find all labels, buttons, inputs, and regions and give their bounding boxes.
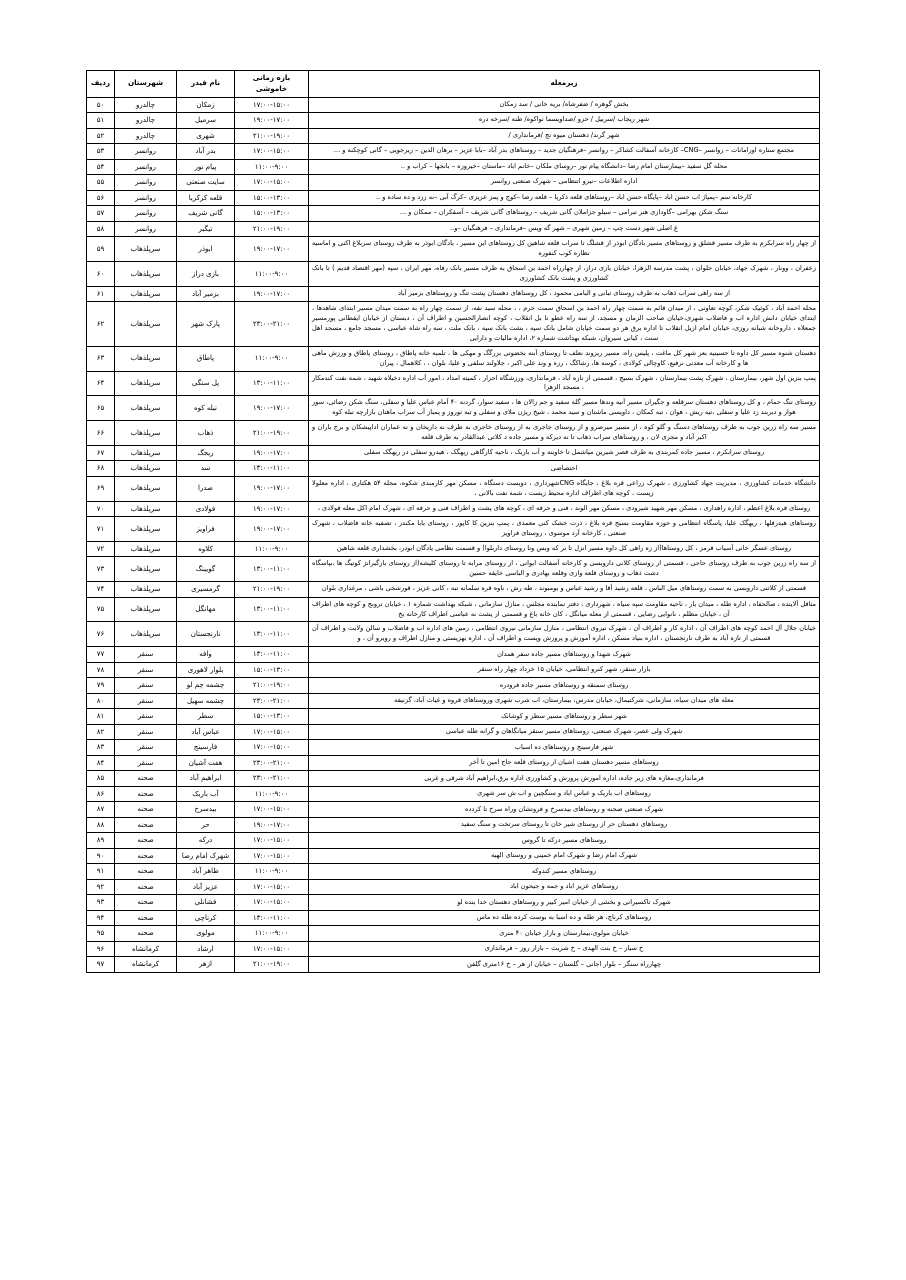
cell-feeder: فشانلی bbox=[177, 895, 235, 911]
cell-area: روستاهای هیدرفلها ، ریهگک علیا، پاسگاه انتظامی و حوزه مقاومت بسیج قره بلاغ ، ذرت خشک کنی معمدی ، پمپ بنزین کا کاپور ، روستای بابا مکندر ، تصفیه خانه فاضلاب ، شهرک صنعتی ، کارخانه آرد موسوی ، روستای فراویز bbox=[309, 517, 820, 542]
cell-time: ۲۱:۰۰-۱۹:۰۰ bbox=[235, 128, 309, 144]
cell-row-number: ۹۵ bbox=[87, 926, 115, 942]
table-body bbox=[87, 97, 820, 972]
cell-city: سرپلذهاب bbox=[115, 302, 177, 347]
cell-city: سرپلذهاب bbox=[115, 476, 177, 501]
cell-time: ۱۷:۰۰-۱۵:۰۰ bbox=[235, 97, 309, 113]
cell-area: فرمانداری،مغازه های زیر جاده، اداره امورش پرورش و کشاورزی اداره برق،ابراهیم آباد شرقی و غربی bbox=[309, 771, 820, 787]
cell-time: ۱۵:۰۰-۱۳:۰۰ bbox=[235, 206, 309, 222]
cell-area: قسمتی از کلاتنی داروبسی به سمت روستاهای میل الباس ، قلعه رشید آقا و رشید عباس و بومبوند ، طه رش ، ناوه قره سلمانه تبه ، کانی عزیز ، قورشجی باشی ، مرغداری بلوان bbox=[309, 582, 820, 598]
cell-area: شهر سطر و روستاهای مسیر سطر و کوشانک bbox=[309, 709, 820, 725]
column-header-city: شهرستان bbox=[115, 71, 177, 98]
cell-area: شهرک امام رضا و شهرک امام خمینی و روستای الهیه bbox=[309, 848, 820, 864]
cell-city: سنقر bbox=[115, 662, 177, 678]
cell-area: شهرک شهدا و روستاهای مسیر جاده سفر همدان bbox=[309, 647, 820, 663]
cell-city: صحنه bbox=[115, 848, 177, 864]
cell-feeder: ابراهیم آباد bbox=[177, 771, 235, 787]
cell-feeder: بازی دراز bbox=[177, 261, 235, 286]
cell-feeder: فولادی bbox=[177, 501, 235, 517]
cell-feeder: پاطاق bbox=[177, 346, 235, 371]
cell-city: سرپلذهاب bbox=[115, 557, 177, 582]
cell-feeder: ظاهر آباد bbox=[177, 864, 235, 880]
cell-time: ۱۹:۰۰-۱۷:۰۰ bbox=[235, 286, 309, 302]
cell-time: ۱۱:۰۰-۹:۰۰ bbox=[235, 159, 309, 175]
cell-city: سرپلذهاب bbox=[115, 237, 177, 262]
cell-feeder: پارک شهر bbox=[177, 302, 235, 347]
table-row bbox=[87, 833, 820, 849]
cell-row-number: ۸۱ bbox=[87, 709, 115, 725]
cell-time: ۱۱:۰۰-۹:۰۰ bbox=[235, 261, 309, 286]
cell-time: ۲۳:۰۰-۲۱:۰۰ bbox=[235, 755, 309, 771]
cell-city: صحنه bbox=[115, 879, 177, 895]
cell-feeder: گرمسیری bbox=[177, 582, 235, 598]
cell-row-number: ۸۶ bbox=[87, 786, 115, 802]
cell-row-number: ۹۴ bbox=[87, 910, 115, 926]
cell-city: سرپلذهاب bbox=[115, 421, 177, 446]
cell-city: سرپلذهاب bbox=[115, 541, 177, 557]
column-header-area: زیرمعله bbox=[309, 71, 820, 98]
cell-time: ۱۱:۰۰-۹:۰۰ bbox=[235, 864, 309, 880]
cell-time: ۱۳:۰۰-۱۱:۰۰ bbox=[235, 371, 309, 396]
cell-time: ۲۱:۰۰-۱۹:۰۰ bbox=[235, 221, 309, 237]
cell-area: خیابان جلال آل احمد کوچه های اطراف آن ، اداره کار و اطراف آن ، شهرک نیروی انتظامی ، منازل سازمانی نیروی انتظامی ، زمین های اداره اب و فاضلاب و سالن ولایت و اطراف آن قسمتی از تازه آباد به طرف نارنجستان ، اداره بنیاد مسکن ، اداره آموزش و پرورش وپست و اطراف آن ، اداره بهزیستی و منازل اطراف و روبرو آن ، و bbox=[309, 622, 820, 647]
table-row bbox=[87, 771, 820, 787]
cell-feeder: کلاوه bbox=[177, 541, 235, 557]
cell-area: شهر ریجاب /سربیل / حزو /صداویسما نواکوه/ طنه /سرخه دره bbox=[309, 113, 820, 129]
cell-row-number: ۷۱ bbox=[87, 517, 115, 542]
cell-feeder: فراویز bbox=[177, 517, 235, 542]
cell-area: معله های میدان سیاه، سازمانی، شرکتیمال، خیابان مدرس، بیمارستان، اب شرب شهری وروستاهای قروه و غیاث آباد، گزنیفه bbox=[309, 693, 820, 709]
cell-feeder: مولوی bbox=[177, 926, 235, 942]
cell-row-number: ۶۵ bbox=[87, 396, 115, 421]
cell-row-number: ۷۳ bbox=[87, 557, 115, 582]
table-row bbox=[87, 622, 820, 647]
cell-area: روستاهای اب باریک و عباس اباد و سنگچین و اب ش سر شهری bbox=[309, 786, 820, 802]
cell-time: ۲۳:۰۰-۲۱:۰۰ bbox=[235, 302, 309, 347]
cell-time: ۲۳:۰۰-۲۱:۰۰ bbox=[235, 693, 309, 709]
cell-feeder: بلوار لاهوری bbox=[177, 662, 235, 678]
cell-feeder: سرمیل bbox=[177, 113, 235, 129]
cell-feeder: درکه bbox=[177, 833, 235, 849]
cell-feeder: آب باریک bbox=[177, 786, 235, 802]
cell-row-number: ۷۷ bbox=[87, 647, 115, 663]
cell-time: ۱۷:۰۰-۱۵:۰۰ bbox=[235, 740, 309, 756]
table-row bbox=[87, 817, 820, 833]
cell-feeder: ذهاب bbox=[177, 421, 235, 446]
table-row bbox=[87, 144, 820, 160]
cell-area: روستاهای کرناچ، هر طله و ده اسبا به بوست کرده طله ده ماس bbox=[309, 910, 820, 926]
cell-time: ۱۵:۰۰-۱۳:۰۰ bbox=[235, 709, 309, 725]
cell-feeder: صدرا bbox=[177, 476, 235, 501]
cell-area: بخش گوهره / ضفرشاه/ بریه خانی / سد زمکان bbox=[309, 97, 820, 113]
cell-feeder: شهرک امام رضا bbox=[177, 848, 235, 864]
cell-time: ۱۵:۰۰-۱۳:۰۰ bbox=[235, 190, 309, 206]
cell-area: مسیر سه راه زرین جوب به طرف روستاهای دسنگ و گلو کوه ، از مسیر میرصرو و از روستای جاجری به از روستای خاجری به طرف نه داریخان و نه عماران اداپیشکان و برج باران و اکبر آباد و مجری لان ، و روستاهای سراب ذهاب تا نه دیرکه و مسیر جاده د کلاتی عبدالقادر به طرف قلعه bbox=[309, 421, 820, 446]
table-row bbox=[87, 261, 820, 286]
cell-time: ۱۹:۰۰-۱۷:۰۰ bbox=[235, 445, 309, 461]
cell-city: صحنه bbox=[115, 833, 177, 849]
cell-row-number: ۸۵ bbox=[87, 771, 115, 787]
cell-time: ۱۱:۰۰-۹:۰۰ bbox=[235, 346, 309, 371]
table-row bbox=[87, 941, 820, 957]
cell-city: سرپلذهاب bbox=[115, 501, 177, 517]
cell-row-number: ۹۷ bbox=[87, 957, 115, 973]
cell-feeder: مهانگل bbox=[177, 597, 235, 622]
table-row bbox=[87, 501, 820, 517]
cell-area: مثاقل آلاینده ، صالحفاه ، اداره طله ، میدان بار ، ناحیه مقاومت سپه سیاه ، شهرداری ، دفتر نماینده مجلس ، منازل سازمانی ، شبکه بهداشت شماره ۱ ، خیابان تروبج و کوچه های اطراف آن ، خیابان مظلم ، نانوایی رضایی ، قسمتی از معله میانگل ، کان خانه باغ و قسمتی از پشت نه عباسی اطراف کارخانه بخ bbox=[309, 597, 820, 622]
cell-row-number: ۶۱ bbox=[87, 286, 115, 302]
cell-city: سنقر bbox=[115, 693, 177, 709]
cell-city: سرپلذهاب bbox=[115, 371, 177, 396]
cell-time: ۲۱:۰۰-۱۹:۰۰ bbox=[235, 678, 309, 694]
cell-city: سنقر bbox=[115, 740, 177, 756]
cell-city: سنقر bbox=[115, 647, 177, 663]
cell-feeder: بزمیر آباد bbox=[177, 286, 235, 302]
cell-time: ۱۷:۰۰-۱۵:۰۰ bbox=[235, 724, 309, 740]
cell-feeder: نارنجستان bbox=[177, 622, 235, 647]
column-header-row: ردیف bbox=[87, 71, 115, 98]
cell-row-number: ۷۵ bbox=[87, 597, 115, 622]
table-row bbox=[87, 755, 820, 771]
cell-time: ۱۹:۰۰-۱۷:۰۰ bbox=[235, 113, 309, 129]
cell-area: روستاهای مسیر کندوکه bbox=[309, 864, 820, 880]
cell-time: ۲۱:۰۰-۱۹:۰۰ bbox=[235, 957, 309, 973]
cell-time: ۱۱:۰۰-۹:۰۰ bbox=[235, 541, 309, 557]
cell-area: سنگ شکن بهرامی –گاودازی هنر تبرامی – سیلو جزاملان گانی شریف – روستاهای گانی شریف – آسفکران – ممکان و ... bbox=[309, 206, 820, 222]
cell-city: سرپلذهاب bbox=[115, 346, 177, 371]
cell-time: ۱۹:۰۰-۱۷:۰۰ bbox=[235, 517, 309, 542]
table-row bbox=[87, 237, 820, 262]
cell-row-number: ۵۴ bbox=[87, 159, 115, 175]
cell-feeder: تیله کوه bbox=[177, 396, 235, 421]
table-row bbox=[87, 175, 820, 191]
cell-area: مجتمع ستاره اورامانات – روانسر –CNG– کارخانه آسفالت کشاکر – روانسر –فرهنگیان جدید – روستاهای بدر آباد –بابا عزیز – برهان الدین – زیرجویی – گانی کوچکنه و ... bbox=[309, 144, 820, 160]
cell-feeder: سایت صنعتی bbox=[177, 175, 235, 191]
cell-city: سنقر bbox=[115, 678, 177, 694]
table-row bbox=[87, 159, 820, 175]
cell-city: سنقر bbox=[115, 709, 177, 725]
cell-area: روستای سرابکرم ، مسیر جاده کمربندی به طرف قصر شیرین میاشمل تا خاوینه و آب باریک ، ناحیه کارگاهی ریهگک ، هیدرو سفلی در ریهگک سفلی bbox=[309, 445, 820, 461]
table-row bbox=[87, 302, 820, 347]
table-row bbox=[87, 709, 820, 725]
cell-city: سنقر bbox=[115, 724, 177, 740]
cell-time: ۱۱:۰۰-۹:۰۰ bbox=[235, 786, 309, 802]
cell-city: صحنه bbox=[115, 910, 177, 926]
cell-area: شهرک صنعتی صحنه و روستاهای بیدسرخ و فروتشان وراه سرخ تا کردده bbox=[309, 802, 820, 818]
table-row bbox=[87, 864, 820, 880]
table-row bbox=[87, 421, 820, 446]
column-header-time: بازه زمانی خاموشی bbox=[235, 71, 309, 98]
table-row bbox=[87, 445, 820, 461]
cell-feeder: گانی شریف bbox=[177, 206, 235, 222]
cell-time: ۱۷:۰۰-۱۵:۰۰ bbox=[235, 895, 309, 911]
cell-city: صحنه bbox=[115, 802, 177, 818]
table-row bbox=[87, 802, 820, 818]
cell-feeder: کرناچی bbox=[177, 910, 235, 926]
cell-area: دانشگاه خدمات کشاورزی ، مدیریت جهاد کشاورزی ، شهرک زراعی قره بلاغ ، جایگاه CNGشهرداری ، دویست دستگاه ، مسکن مهر کارمندی شکوه، محله ۵۴ هکتاری ، اداره معلولا زیست ، کوچه های اطراف اداره محیط زیست ، شمه نفت بالانی ، bbox=[309, 476, 820, 501]
cell-time: ۲۳:۰۰-۲۱:۰۰ bbox=[235, 771, 309, 787]
cell-row-number: ۸۴ bbox=[87, 755, 115, 771]
table-row bbox=[87, 926, 820, 942]
cell-area: شهرک تاکسیرانی و بخشی از خیابان امیر کبیر و روستاهای دهستان خدا بنده لو bbox=[309, 895, 820, 911]
cell-area: شهر فارسینج و روستاهای ده اسباب bbox=[309, 740, 820, 756]
cell-row-number: ۶۲ bbox=[87, 302, 115, 347]
cell-row-number: ۹۲ bbox=[87, 879, 115, 895]
cell-city: روانسر bbox=[115, 190, 177, 206]
table-row bbox=[87, 286, 820, 302]
cell-feeder: وافه bbox=[177, 647, 235, 663]
table-row bbox=[87, 113, 820, 129]
cell-area: روستای عسگر خانی آسیاب قرمز ، کل روستاها(از زه راهی کل داوه مسیر انزل تا نر که وبس ونا روستای داربلوا) و قسمت نظامی یادگان ابودر، بخشداری قلعه شاهین bbox=[309, 541, 820, 557]
cell-row-number: ۶۸ bbox=[87, 461, 115, 477]
cell-row-number: ۸۳ bbox=[87, 740, 115, 756]
cell-city: کرمانشاه bbox=[115, 941, 177, 957]
cell-feeder: قلعه کرکریا bbox=[177, 190, 235, 206]
cell-time: ۱۹:۰۰-۱۷:۰۰ bbox=[235, 476, 309, 501]
table-row bbox=[87, 879, 820, 895]
cell-area: روستاهای مسیر دهستان هفت اشیان از روستای قلعه حاج امین تا آخر bbox=[309, 755, 820, 771]
cell-row-number: ۵۸ bbox=[87, 221, 115, 237]
cell-area: زعفران ، وونار ، شهرک جهاد، خیابان حلوان ، پشت مدرسه الزهرا، خیابان بازی دراز، از چهارراه احمد بن اسحاق به طرف مسیر بانک رفاه، مهر ایران ، سپه (مهر اقتصاد قدیم ) تا بانک کشاورزی و پشت بانک کشاورزی bbox=[309, 261, 820, 286]
cell-row-number: ۵۷ bbox=[87, 206, 115, 222]
cell-time: ۱۵:۰۰-۱۳:۰۰ bbox=[235, 662, 309, 678]
cell-feeder: تیگبر bbox=[177, 221, 235, 237]
cell-time: ۱۹:۰۰-۱۷:۰۰ bbox=[235, 817, 309, 833]
cell-feeder: پل سنگی bbox=[177, 371, 235, 396]
table-row bbox=[87, 128, 820, 144]
cell-area: روستای سمنقه و روستاهای مسیر جاده فرودره bbox=[309, 678, 820, 694]
cell-feeder: پیام نور bbox=[177, 159, 235, 175]
cell-row-number: ۵۳ bbox=[87, 144, 115, 160]
cell-row-number: ۶۳ bbox=[87, 346, 115, 371]
cell-time: ۲۱:۰۰-۱۹:۰۰ bbox=[235, 582, 309, 598]
table-header bbox=[87, 71, 820, 98]
cell-time: ۱۷:۰۰-۱۵:۰۰ bbox=[235, 144, 309, 160]
cell-area: خ سیاز – خ بنت الهدی – خ شریت – بازار روز – فرماندازی bbox=[309, 941, 820, 957]
cell-area: شهرک ولی عصر، شهرک صنعتی، روستاهای مسیر سنقر میانگاهان و گرانه طله عباسی bbox=[309, 724, 820, 740]
cell-area: از سه راهی سراب ذهاب به طرف روستای تبانی و البامی محمود ، کل روستاهای دهستان پشت تنگ و روستاهای بزمیر آباد bbox=[309, 286, 820, 302]
table-row bbox=[87, 541, 820, 557]
cell-feeder: عزیز آباد bbox=[177, 879, 235, 895]
cell-row-number: ۶۶ bbox=[87, 421, 115, 446]
cell-time: ۱۹:۰۰-۱۷:۰۰ bbox=[235, 237, 309, 262]
cell-time: ۱۷:۰۰-۱۵:۰۰ bbox=[235, 941, 309, 957]
table-row bbox=[87, 97, 820, 113]
cell-row-number: ۶۴ bbox=[87, 371, 115, 396]
cell-area: روستاهای عزیز اباد و جمه و جیحون اباد bbox=[309, 879, 820, 895]
cell-city: سرپلذهاب bbox=[115, 582, 177, 598]
cell-row-number: ۸۹ bbox=[87, 833, 115, 849]
cell-city: صحنه bbox=[115, 771, 177, 787]
cell-time: ۱۷:۰۰-۱۵:۰۰ bbox=[235, 833, 309, 849]
cell-feeder: چشمه سهیل bbox=[177, 693, 235, 709]
cell-area: محله احمد آباد ، کوثیک شکر، کوچه تعاونی ، از میدان قائم به سمت چهار راه احمد بن اسحاق سمت حرم ، ، محله سید نفه، از سمت چهار راه به سمت میدان مسیر ابتدای شاهدها ، ابتدای خیابان دانش اداره اب و فاضلاب شهری،خیابان صاحب الزمان و مسجد، از سه راه عطو تا بل انقلاب ، کوچه انصارالحسین و اطراف آن ، دبستان از خیابان ایقطانی پورمسیر جمعلاه ، داروخانه شبانه روزی، خیابان امام ازیل انقلاب تا اداره برق هر دو سمت خیابان شامل بانک سپه ، بشت بانک سپه ، بانک ملت ، سه راه شاه عباسی ، مسجد جامع ، مسجد اهل سنت ، کیانی سیروان، شبکه بهداشت شماره ۲، اداره مالیات و دارایی bbox=[309, 302, 820, 347]
table-row bbox=[87, 724, 820, 740]
cell-area: غ اصلی شهر دست چپ – زمین شهری – شهر گه ویس –فرمانداری – فرهنگیان –و.. bbox=[309, 221, 820, 237]
cell-row-number: ۸۰ bbox=[87, 693, 115, 709]
cell-time: ۱۳:۰۰-۱۱:۰۰ bbox=[235, 597, 309, 622]
table-row bbox=[87, 597, 820, 622]
cell-time: ۱۷:۰۰-۱۵:۰۰ bbox=[235, 802, 309, 818]
cell-area: دهستان شنوه مسیر کل داوه تا حسینیه بعر شهر کل ماغت ، پلیس راه، مسیر ریزوند نعلف تا روستای آبنه بخضوتی بزرگگ و مهکی ها ، تلمبه خانه پاطاق ، روستای پاطاق و ورزش ماهی ها و کارخانه آب معدنی نرفیع، کاوچالی کولادی ، کوسه ها، رشاکگ ، رزه و وند علی اکبر ، جلاولند سلفی و علیا، بلوان ، ، کلاهمال ، پیران bbox=[309, 346, 820, 371]
cell-city: سرپلذهاب bbox=[115, 461, 177, 477]
cell-row-number: ۹۰ bbox=[87, 848, 115, 864]
cell-feeder: سطر bbox=[177, 709, 235, 725]
cell-city: چالدرو bbox=[115, 97, 177, 113]
cell-feeder: سد bbox=[177, 461, 235, 477]
cell-row-number: ۷۸ bbox=[87, 662, 115, 678]
cell-area: روستای تنگ حمام ، و کل روستاهای دهستان سرقلعه و جگیران مسیر آنیه وندها مسیر گله سفید و جم زالان ها ، سفید سوار، گردنه ۴۰ آمام عباس علیا و سفلی، سنگ شکن رضائی، سور هوار و دیربند زد علیا و سفلی ،تیه ریش ، هوان ، تبه کمکان ، داویسی ماشتان و سید محمد ، شیخ ریژن ملای و سفلی و تبه نوروز و پمباز آب سراب ماهتان بازارچه تبله کوه bbox=[309, 396, 820, 421]
table-row bbox=[87, 190, 820, 206]
cell-row-number: ۷۶ bbox=[87, 622, 115, 647]
outage-schedule-table bbox=[86, 70, 820, 973]
table-row bbox=[87, 557, 820, 582]
cell-feeder: عباس آباد bbox=[177, 724, 235, 740]
cell-city: روانسر bbox=[115, 159, 177, 175]
cell-area: بازار سنقر، شهر کنرو انتظامی، خیابان ۱۵ خرداد چهار راه سنقر bbox=[309, 662, 820, 678]
table-row bbox=[87, 396, 820, 421]
cell-row-number: ۸۲ bbox=[87, 724, 115, 740]
table-row bbox=[87, 848, 820, 864]
table-row bbox=[87, 786, 820, 802]
cell-area: شهر گرند/ دهستان میوه نج /فرمانداری / bbox=[309, 128, 820, 144]
cell-city: سرپلذهاب bbox=[115, 396, 177, 421]
cell-row-number: ۹۶ bbox=[87, 941, 115, 957]
cell-area: محله گل سفید –بیمارستان امام رضا –دانشگاه پیام نور –روسای ملکان –خانم اباد –ماستان –خیروزه – بانجها – کراب و .. bbox=[309, 159, 820, 175]
cell-city: صحنه bbox=[115, 864, 177, 880]
table-row bbox=[87, 662, 820, 678]
table-row bbox=[87, 740, 820, 756]
cell-area: خیابان مولوی،بیمارستان و بازار خیابان ۴۰ متری bbox=[309, 926, 820, 942]
cell-area: کارخانه سم –پمپاژ اب حسن اباد –پایگاه حسن اباد –روستاهای قلعه ذکریا – قلعه رضا –کوچ و پمز عزیزی –کرگ آبی –نه زرد و ده ساده و .. bbox=[309, 190, 820, 206]
cell-row-number: ۶۷ bbox=[87, 445, 115, 461]
cell-city: کرمانشاه bbox=[115, 957, 177, 973]
cell-city: چالدرو bbox=[115, 113, 177, 129]
table-header-row bbox=[87, 71, 820, 98]
cell-feeder: زمکان bbox=[177, 97, 235, 113]
cell-city: صحنه bbox=[115, 895, 177, 911]
cell-row-number: ۷۰ bbox=[87, 501, 115, 517]
cell-city: روانسر bbox=[115, 144, 177, 160]
cell-time: ۱۳:۰۰-۱۱:۰۰ bbox=[235, 461, 309, 477]
cell-feeder: فارسینج bbox=[177, 740, 235, 756]
cell-row-number: ۶۰ bbox=[87, 261, 115, 286]
cell-time: ۱۷:۰۰-۱۵:۰۰ bbox=[235, 848, 309, 864]
cell-feeder: ریجگ bbox=[177, 445, 235, 461]
cell-area: اداره اطلاعات –نیرو انتظامی – شهرک صنعتی روانسر bbox=[309, 175, 820, 191]
cell-time: ۱۳:۰۰-۱۱:۰۰ bbox=[235, 910, 309, 926]
table-row bbox=[87, 517, 820, 542]
table-row bbox=[87, 678, 820, 694]
cell-feeder: شهری bbox=[177, 128, 235, 144]
cell-row-number: ۷۲ bbox=[87, 541, 115, 557]
table-row bbox=[87, 371, 820, 396]
cell-row-number: ۸۷ bbox=[87, 802, 115, 818]
table-row bbox=[87, 895, 820, 911]
cell-time: ۱۳:۰۰-۱۱:۰۰ bbox=[235, 647, 309, 663]
column-header-feeder: نام فیدر bbox=[177, 71, 235, 98]
cell-city: سرپلذهاب bbox=[115, 597, 177, 622]
cell-area: پمپ بنزین اول شهر، بیمارستان ، شهرک پشت بیمارستان ، شهرک بسیج ، قسمتی از تازه آباد ، فرمانداری، ورزشگاه احرار ، کمیته امداد ، امور آب اداره دخیلاه شهید ، شمه نفت کندمکار ، مسجد الزهرا bbox=[309, 371, 820, 396]
cell-row-number: ۶۹ bbox=[87, 476, 115, 501]
table-row bbox=[87, 346, 820, 371]
cell-time: ۱۳:۰۰-۱۱:۰۰ bbox=[235, 557, 309, 582]
cell-row-number: ۵۹ bbox=[87, 237, 115, 262]
cell-feeder: چشمه چم لو bbox=[177, 678, 235, 694]
table-row bbox=[87, 693, 820, 709]
cell-time: ۱۱:۰۰-۹:۰۰ bbox=[235, 926, 309, 942]
cell-feeder: ابوذر bbox=[177, 237, 235, 262]
cell-city: سرپلذهاب bbox=[115, 622, 177, 647]
cell-city: سرپلذهاب bbox=[115, 261, 177, 286]
cell-feeder: گویینگ bbox=[177, 557, 235, 582]
table-row bbox=[87, 476, 820, 501]
cell-area: چهارراه سنگر – بلوار اجانی – گلستان – خیابان از هر – خ ۱۶متری گلفن bbox=[309, 957, 820, 973]
cell-time: ۱۷:۰۰-۱۵:۰۰ bbox=[235, 879, 309, 895]
cell-row-number: ۸۸ bbox=[87, 817, 115, 833]
cell-city: صحنه bbox=[115, 926, 177, 942]
cell-city: روانسر bbox=[115, 221, 177, 237]
cell-feeder: حر bbox=[177, 817, 235, 833]
cell-time: ۱۹:۰۰-۱۷:۰۰ bbox=[235, 501, 309, 517]
cell-row-number: ۹۳ bbox=[87, 895, 115, 911]
cell-feeder: هفت آشیان bbox=[177, 755, 235, 771]
table-row bbox=[87, 206, 820, 222]
cell-area: روستاهای مسیر درکه تا گروس bbox=[309, 833, 820, 849]
cell-city: سنقر bbox=[115, 755, 177, 771]
cell-time: ۱۳:۰۰-۱۱:۰۰ bbox=[235, 622, 309, 647]
cell-time: ۱۹:۰۰-۱۷:۰۰ bbox=[235, 396, 309, 421]
cell-row-number: ۹۱ bbox=[87, 864, 115, 880]
cell-area: از چهار راه سرابکرم به طرف مسیر قشلق و روستاهای مسیر بادگان ابوذر از قشلگ تا سراب قلعه شاهین کل روستاهای این مسیر ، بادگان ابوذر به طرف روستای سربلاغ اکنی و اماسیه نظاره کوب کنفوره bbox=[309, 237, 820, 262]
cell-time: ۲۱:۰۰-۱۹:۰۰ bbox=[235, 421, 309, 446]
cell-area: روستاهای دهستان حر از روستای شیر خان تا روستای سرتخت و سنگ سفید bbox=[309, 817, 820, 833]
cell-row-number: ۵۶ bbox=[87, 190, 115, 206]
table-row bbox=[87, 461, 820, 477]
cell-city: روانسر bbox=[115, 175, 177, 191]
table-row bbox=[87, 221, 820, 237]
cell-city: روانسر bbox=[115, 206, 177, 222]
cell-city: سرپلذهاب bbox=[115, 445, 177, 461]
cell-feeder: ارشاد bbox=[177, 941, 235, 957]
table-row bbox=[87, 957, 820, 973]
cell-city: صحنه bbox=[115, 786, 177, 802]
cell-row-number: ۵۵ bbox=[87, 175, 115, 191]
cell-feeder: بیدسرخ bbox=[177, 802, 235, 818]
cell-city: سرپلذهاب bbox=[115, 517, 177, 542]
cell-city: سرپلذهاب bbox=[115, 286, 177, 302]
cell-row-number: ۷۹ bbox=[87, 678, 115, 694]
cell-row-number: ۵۲ bbox=[87, 128, 115, 144]
cell-row-number: ۵۱ bbox=[87, 113, 115, 129]
cell-time: ۱۷:۰۰-۱۵:۰۰ bbox=[235, 175, 309, 191]
table-row bbox=[87, 582, 820, 598]
cell-area: از سه راه زرین جوب به طرف روستای حاجی ، قسمتی از روستای کلانی داروبسی و کارخانه آسفالت ایوانی ، از روستای مرابه تا روستای کلیشه(از روستای بازگیرانژ کوتیگ ها ،بپاسگاه دشت ذهاب و روستای قلعه وازی وقلعه بهادری و الباسی خایقه حسین bbox=[309, 557, 820, 582]
cell-row-number: ۵۰ bbox=[87, 97, 115, 113]
cell-area: روستای قره بلاغ اعظم ، اداره راهداری ، مسکن مهر شهید شیرودی ، مسکن مهر الوند ، فنی و حرفه ای ، کوچه های پشت و اطراف فنی و حرفه ای ، شهرک امام اکل معله فولادی ، bbox=[309, 501, 820, 517]
cell-city: چالدرو bbox=[115, 128, 177, 144]
cell-row-number: ۷۴ bbox=[87, 582, 115, 598]
table-row bbox=[87, 647, 820, 663]
cell-area: اختصاصی bbox=[309, 461, 820, 477]
table-row bbox=[87, 910, 820, 926]
cell-city: صحنه bbox=[115, 817, 177, 833]
cell-feeder: بدر آباد bbox=[177, 144, 235, 160]
cell-feeder: ازهر bbox=[177, 957, 235, 973]
